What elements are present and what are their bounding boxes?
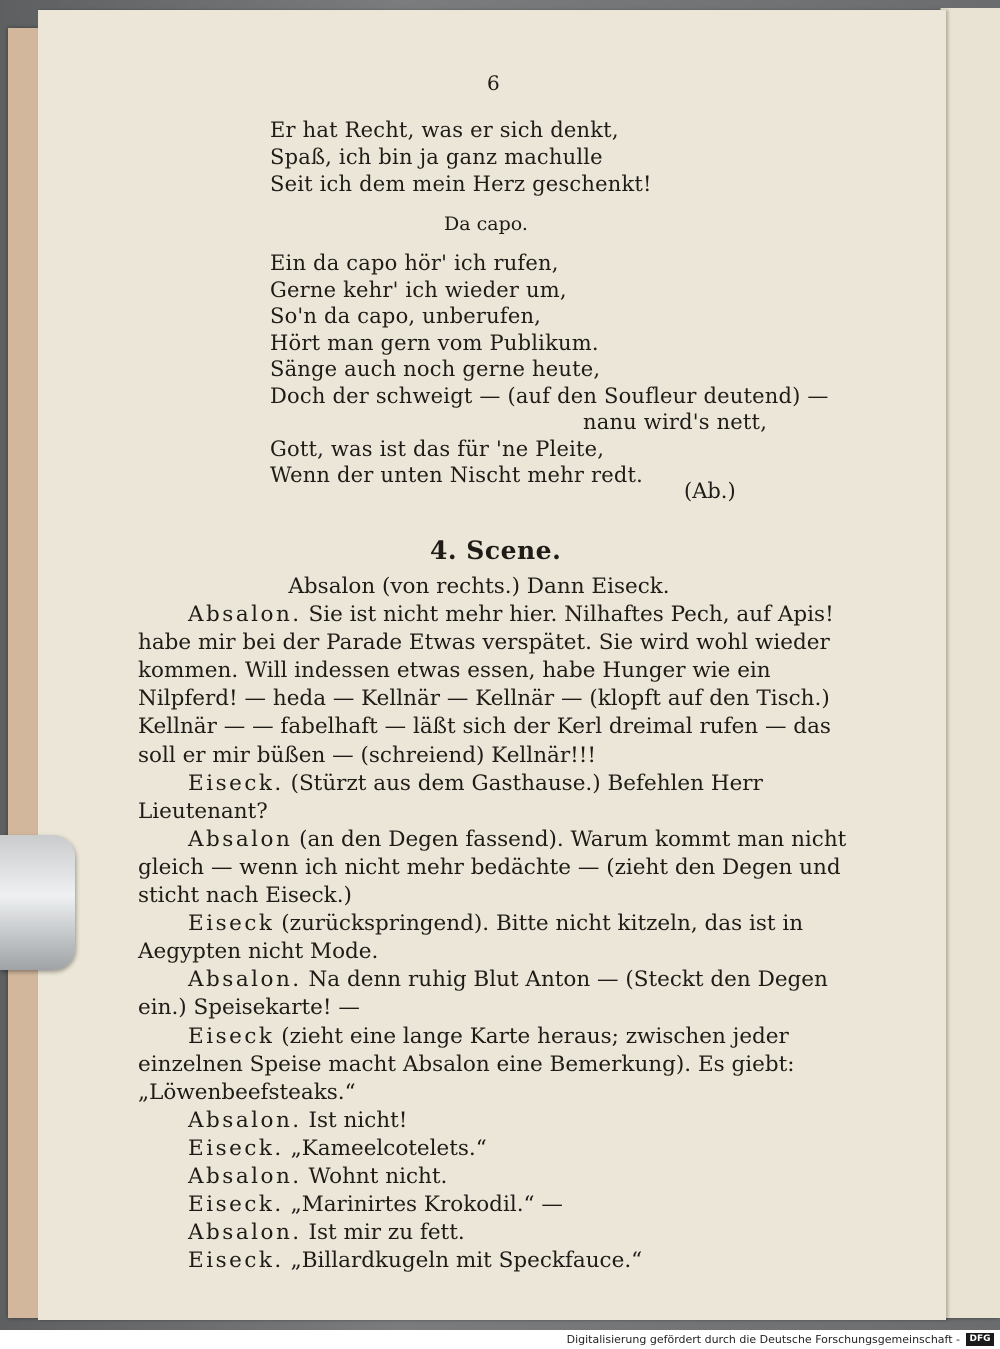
speaker-name: Eiseck: [188, 1023, 275, 1049]
page-clip: [0, 835, 75, 970]
verse-stanza-1: [270, 117, 652, 198]
verse-line: Gott, was ist das für 'ne Pleite,: [270, 436, 605, 461]
dialogue-line: [138, 1023, 860, 1107]
speaker-name: Eiseck.: [188, 1248, 284, 1274]
verse-line: Er hat Recht, was er sich denkt,: [270, 118, 619, 142]
dialogue-text: Sie ist nicht mehr hier. Nilhaftes Pech, auf Apis! habe mir bei der Parade Etwas verspätet. Sie wird wohl wieder kommen. Will indessen etwas essen, habe Hunger wie ein Nilpferd! — heda — Kellnär — Kellnär — (klopft auf den Tisch.) Kellnär — — fabelhaft — läßt sich der Kerl dreimal rufen — das soll er mir büßen — (schreiend) Kellnär!!!: [138, 602, 834, 768]
dfg-logo-icon: DFG: [966, 1333, 994, 1346]
dialogue-line: [138, 770, 860, 826]
stage-direction: Absalon (von rechts.) Dann Eiseck.: [288, 574, 670, 599]
verse-line: nanu wird's nett,: [583, 410, 768, 434]
dialogue-line: [138, 1163, 860, 1191]
verse-line: Ein da capo hör' ich rufen,: [270, 251, 559, 275]
dialogue-line: [138, 601, 860, 770]
page-number: 6: [487, 71, 500, 95]
verse-line: Wenn der unten Nischt mehr redt.: [270, 463, 643, 487]
funding-credit: Digitalisierung gefördert durch die Deutsche Forschungsgemeinschaft -: [566, 1333, 960, 1346]
speaker-name: Absalon.: [188, 1163, 302, 1189]
scene-heading: 4. Scene.: [430, 536, 562, 565]
dialogue-text: (an den Degen fassend). Warum kommt man nicht gleich — wenn ich nicht mehr bedächte — (zieht den Degen und sticht nach Eiseck.): [138, 826, 847, 909]
stage-exit: (Ab.): [684, 479, 736, 503]
dialogue-line: [138, 966, 860, 1022]
verse-line: Gerne kehr' ich wieder um,: [270, 277, 567, 302]
dialogue-line: [138, 826, 860, 910]
dialogue-line: [138, 1219, 860, 1247]
da-capo-heading: Da capo.: [444, 213, 528, 235]
next-page-edge: [940, 8, 1000, 1318]
verse-line: Spaß, ich bin ja ganz machulle: [270, 145, 603, 169]
speaker-name: Absalon: [188, 826, 293, 852]
dialogue-text: Na denn ruhig Blut Anton — (Steckt den Degen ein.) Speisekarte! —: [138, 967, 828, 1021]
speaker-name: Absalon.: [188, 1220, 302, 1246]
dialogue-text: „Marinirtes Krokodil.“ —: [283, 1192, 563, 1218]
verse-line: Seit ich dem mein Herz geschenkt!: [270, 172, 652, 196]
speaker-name: Absalon.: [188, 602, 302, 628]
dialogue-line: [138, 1191, 860, 1219]
footer-bar: [0, 1330, 1000, 1349]
dialogue-text: Ist mir zu fett.: [301, 1220, 465, 1246]
verse-line: Sänge auch noch gerne heute,: [270, 357, 601, 381]
speaker-name: Absalon.: [188, 967, 302, 993]
speaker-name: Eiseck.: [188, 1192, 284, 1218]
verse-line: Doch der schweigt — (auf den Soufleur deutend) —: [270, 383, 829, 408]
dialogue-text: „Kameelcotelets.“: [283, 1135, 487, 1161]
dialogue-block: [138, 573, 860, 1275]
dialogue-line: [138, 1107, 860, 1135]
dialogue-line: [138, 1247, 860, 1275]
dialogue-text: „Billardkugeln mit Speckfauce.“: [283, 1248, 643, 1274]
dialogue-text: Wohnt nicht.: [301, 1163, 448, 1189]
verse-line: Hört man gern vom Publikum.: [270, 330, 599, 355]
speaker-name: Eiseck: [188, 911, 275, 937]
speaker-name: Eiseck.: [188, 1135, 284, 1161]
dialogue-text: Ist nicht!: [301, 1107, 408, 1133]
dialogue-line: [138, 910, 860, 966]
dialogue-text: (zurückspringend). Bitte nicht kitzeln, das ist in Aegypten nicht Mode.: [138, 911, 804, 965]
dialogue-text: (Stürzt aus dem Gasthause.) Befehlen Herr Lieutenant?: [138, 770, 763, 824]
dialogue-text: (zieht eine lange Karte heraus; zwischen jeder einzelnen Speise macht Absalon eine Bemerkung). Es giebt: „Löwenbeefsteaks.“: [138, 1023, 795, 1105]
dialogue-line: [138, 1135, 860, 1163]
verse-stanza-2: [270, 250, 829, 489]
speaker-name: Eiseck.: [188, 770, 284, 796]
speaker-name: Absalon.: [188, 1107, 302, 1133]
verse-line: So'n da capo, unberufen,: [270, 304, 542, 328]
